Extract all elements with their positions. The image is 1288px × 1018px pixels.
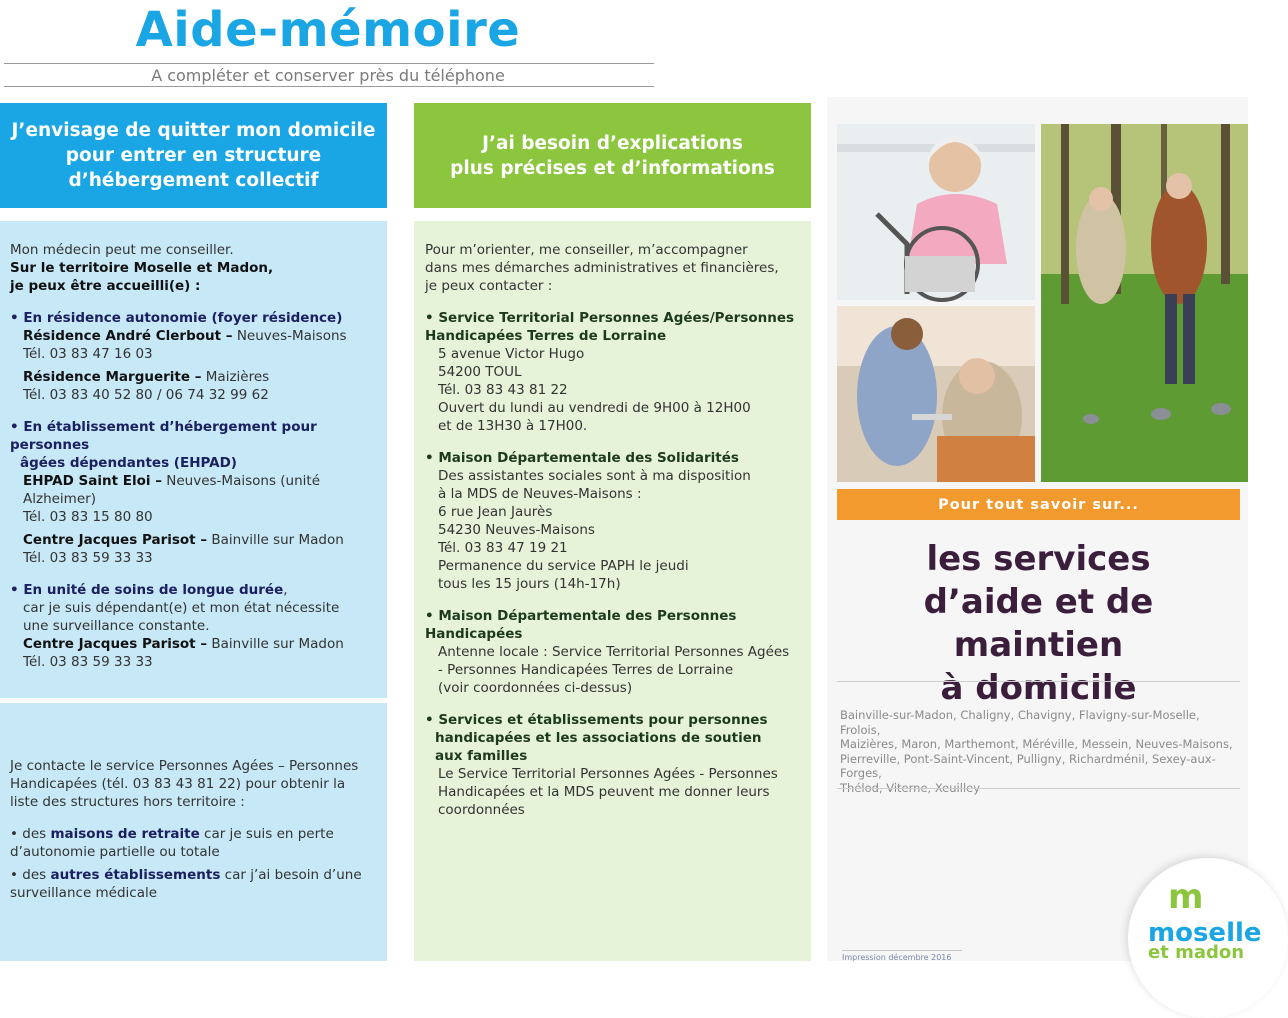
- page-subtitle: A compléter et conserver près du téléphone: [151, 66, 505, 85]
- col2-header-line: J’ai besoin d’explications: [482, 132, 743, 154]
- page-title: Aide-mémoire: [135, 2, 521, 58]
- contact-title: • Maison Départementale des Solidarités: [425, 450, 739, 466]
- bullet-prefix: • des: [10, 826, 51, 842]
- col2-header: [414, 103, 811, 208]
- intro-line: Pour m’orienter, me conseiller, m’accompagner: [425, 242, 748, 258]
- towns-line: Maizières, Maron, Marthemont, Méréville, Messein, Neuves-Maisons,: [840, 737, 1233, 751]
- photo-woman-wheelchair: [837, 124, 1035, 300]
- col1-panel-outside: [0, 703, 387, 961]
- title-rule-bottom: [4, 86, 654, 87]
- section-text: une surveillance constante.: [23, 618, 210, 634]
- section-title: • En établissement d’hébergement pour personnes: [10, 419, 317, 453]
- col1-panel-accommodation: [0, 221, 387, 698]
- contact-line: tous les 15 jours (14h-17h): [438, 576, 621, 592]
- col2-header-line: plus précises et d’informations: [450, 157, 775, 179]
- facility-name: Centre Jacques Parisot –: [23, 532, 208, 548]
- facility-name: EHPAD Saint Eloi –: [23, 473, 162, 489]
- bullet-bold: maisons de retraite: [50, 826, 200, 842]
- col1-header-line: pour entrer en structure: [65, 145, 322, 166]
- contact-title: • Maison Départementale des Personnes Handicapées: [425, 608, 737, 642]
- contact-line: Je contacte le service Personnes Agées – Personnes: [10, 758, 359, 774]
- contact-line: Antenne locale : Service Territorial Personnes Agées: [438, 644, 790, 660]
- intro-line: Mon médecin peut me conseiller.: [10, 242, 234, 258]
- contact-line: coordonnées: [438, 802, 525, 818]
- cover-divider: [837, 788, 1240, 789]
- towns-line: Thélod, Viterne, Xeuilley: [840, 780, 981, 795]
- facility-phone: Tél. 03 83 47 16 03: [23, 346, 153, 362]
- cover-title-line: à domicile: [940, 668, 1137, 708]
- contact-line: Des assistantes sociales sont à ma disposition: [438, 468, 751, 484]
- contact-title: • Services et établissements pour personnes: [425, 712, 768, 728]
- logo-text: et madon: [1148, 942, 1245, 963]
- cover-title-line: les services: [926, 539, 1151, 579]
- cover-title: [837, 538, 1240, 710]
- contact-title: • Service Territorial Personnes Agées/Personnes: [425, 310, 795, 326]
- facility-place: Maizières: [201, 369, 270, 385]
- towns-line: Pierreville, Pont-Saint-Vincent, Pulligny, Richardménil, Sexey-aux-Forges,: [840, 751, 1216, 780]
- intro-line: dans mes démarches administratives et financières,: [425, 260, 779, 276]
- intro-line: je peux contacter :: [425, 278, 553, 294]
- contact-line: à la MDS de Neuves-Maisons :: [438, 486, 642, 502]
- contact-line: (voir coordonnées ci-dessus): [438, 680, 633, 696]
- facility-phone: Tél. 03 83 40 52 80 / 06 74 32 99 62: [23, 387, 269, 403]
- facility-place: Bainville sur Madon: [207, 636, 344, 652]
- towns-list: [840, 708, 1240, 795]
- col1-header: [0, 103, 387, 208]
- contact-line: - Personnes Handicapées Terres de Lorraine: [438, 662, 734, 678]
- photo-caregiver-elderly: [837, 306, 1035, 482]
- contact-line: 6 rue Jean Jaurès: [438, 504, 553, 520]
- facility-phone: Tél. 03 83 59 33 33: [23, 550, 153, 566]
- contact-line: Tél. 03 83 47 19 21: [438, 540, 568, 556]
- facility-place: Neuves-Maisons: [232, 328, 347, 344]
- intro-line: Sur le territoire Moselle et Madon,: [10, 260, 274, 276]
- cover-title-line: d’aide et de maintien: [923, 582, 1154, 665]
- title-rule-top: [4, 63, 654, 64]
- section-title: • En unité de soins de longue durée: [10, 582, 284, 598]
- contact-line: Tél. 03 83 43 81 22: [438, 382, 568, 398]
- bullet-text: d’autonomie partielle ou totale: [10, 844, 220, 860]
- contact-line: Permanence du service PAPH le jeudi: [438, 558, 689, 574]
- section-text: car je suis dépendant(e) et mon état nécessite: [23, 600, 340, 616]
- col1-header-line: J’envisage de quitter mon domicile: [11, 120, 376, 141]
- cover-divider: [837, 681, 1240, 682]
- bullet-text: car j’ai besoin d’une: [220, 867, 362, 883]
- contact-line: Le Service Territorial Personnes Agées - Personnes: [438, 766, 778, 782]
- contact-line: Ouvert du lundi au vendredi de 9H00 à 12H00: [438, 400, 751, 416]
- facility-phone: Tél. 03 83 15 80 80: [23, 509, 153, 525]
- moselle-madon-logo: [1128, 858, 1288, 1018]
- col1-header-line: d’hébergement collectif: [68, 170, 319, 191]
- logo-text: moselle: [1148, 918, 1262, 948]
- contact-line: Handicapées et la MDS peuvent me donner leurs: [438, 784, 770, 800]
- bullet-bold: autres établissements: [50, 867, 221, 883]
- facility-name: Résidence André Clerbout –: [23, 328, 233, 344]
- contact-line: 54230 Neuves-Maisons: [438, 522, 595, 538]
- contact-line: Handicapées (tél. 03 83 43 81 22) pour obtenir la: [10, 776, 346, 792]
- cover-band: Pour tout savoir sur...: [837, 489, 1240, 520]
- contact-line: et de 13H30 à 17H00.: [438, 418, 588, 434]
- print-date: Impression décembre 2016: [842, 950, 962, 962]
- logo-mark: m: [1168, 877, 1204, 917]
- section-title-comma: ,: [283, 582, 288, 598]
- contact-line: liste des structures hors territoire :: [10, 794, 245, 810]
- contact-title: aux familles: [435, 748, 528, 764]
- col2-panel-contacts: [414, 221, 811, 961]
- bullet-prefix: • des: [10, 867, 51, 883]
- facility-name: Centre Jacques Parisot –: [23, 636, 208, 652]
- facility-place: Bainville sur Madon: [207, 532, 344, 548]
- section-title: • En résidence autonomie (foyer résidence): [10, 310, 343, 326]
- intro-line: je peux être accueilli(e) :: [10, 278, 201, 294]
- bullet-text: car je suis en perte: [199, 826, 334, 842]
- contact-line: 5 avenue Victor Hugo: [438, 346, 585, 362]
- facility-phone: Tél. 03 83 59 33 33: [23, 654, 153, 670]
- contact-title: Handicapées Terres de Lorraine: [425, 328, 667, 344]
- photo-couple-walking: [1041, 124, 1248, 482]
- bullet-text: surveillance médicale: [10, 885, 158, 901]
- contact-line: 54200 TOUL: [438, 364, 522, 380]
- facility-place: Neuves-Maisons (unité Alzheimer): [23, 473, 320, 507]
- facility-name: Résidence Marguerite –: [23, 369, 202, 385]
- section-title: âgées dépendantes (EHPAD): [20, 455, 237, 471]
- towns-line: Bainville-sur-Madon, Chaligny, Chavigny, Flavigny-sur-Moselle, Frolois,: [840, 708, 1200, 737]
- contact-title: handicapées et les associations de soutien: [435, 730, 762, 746]
